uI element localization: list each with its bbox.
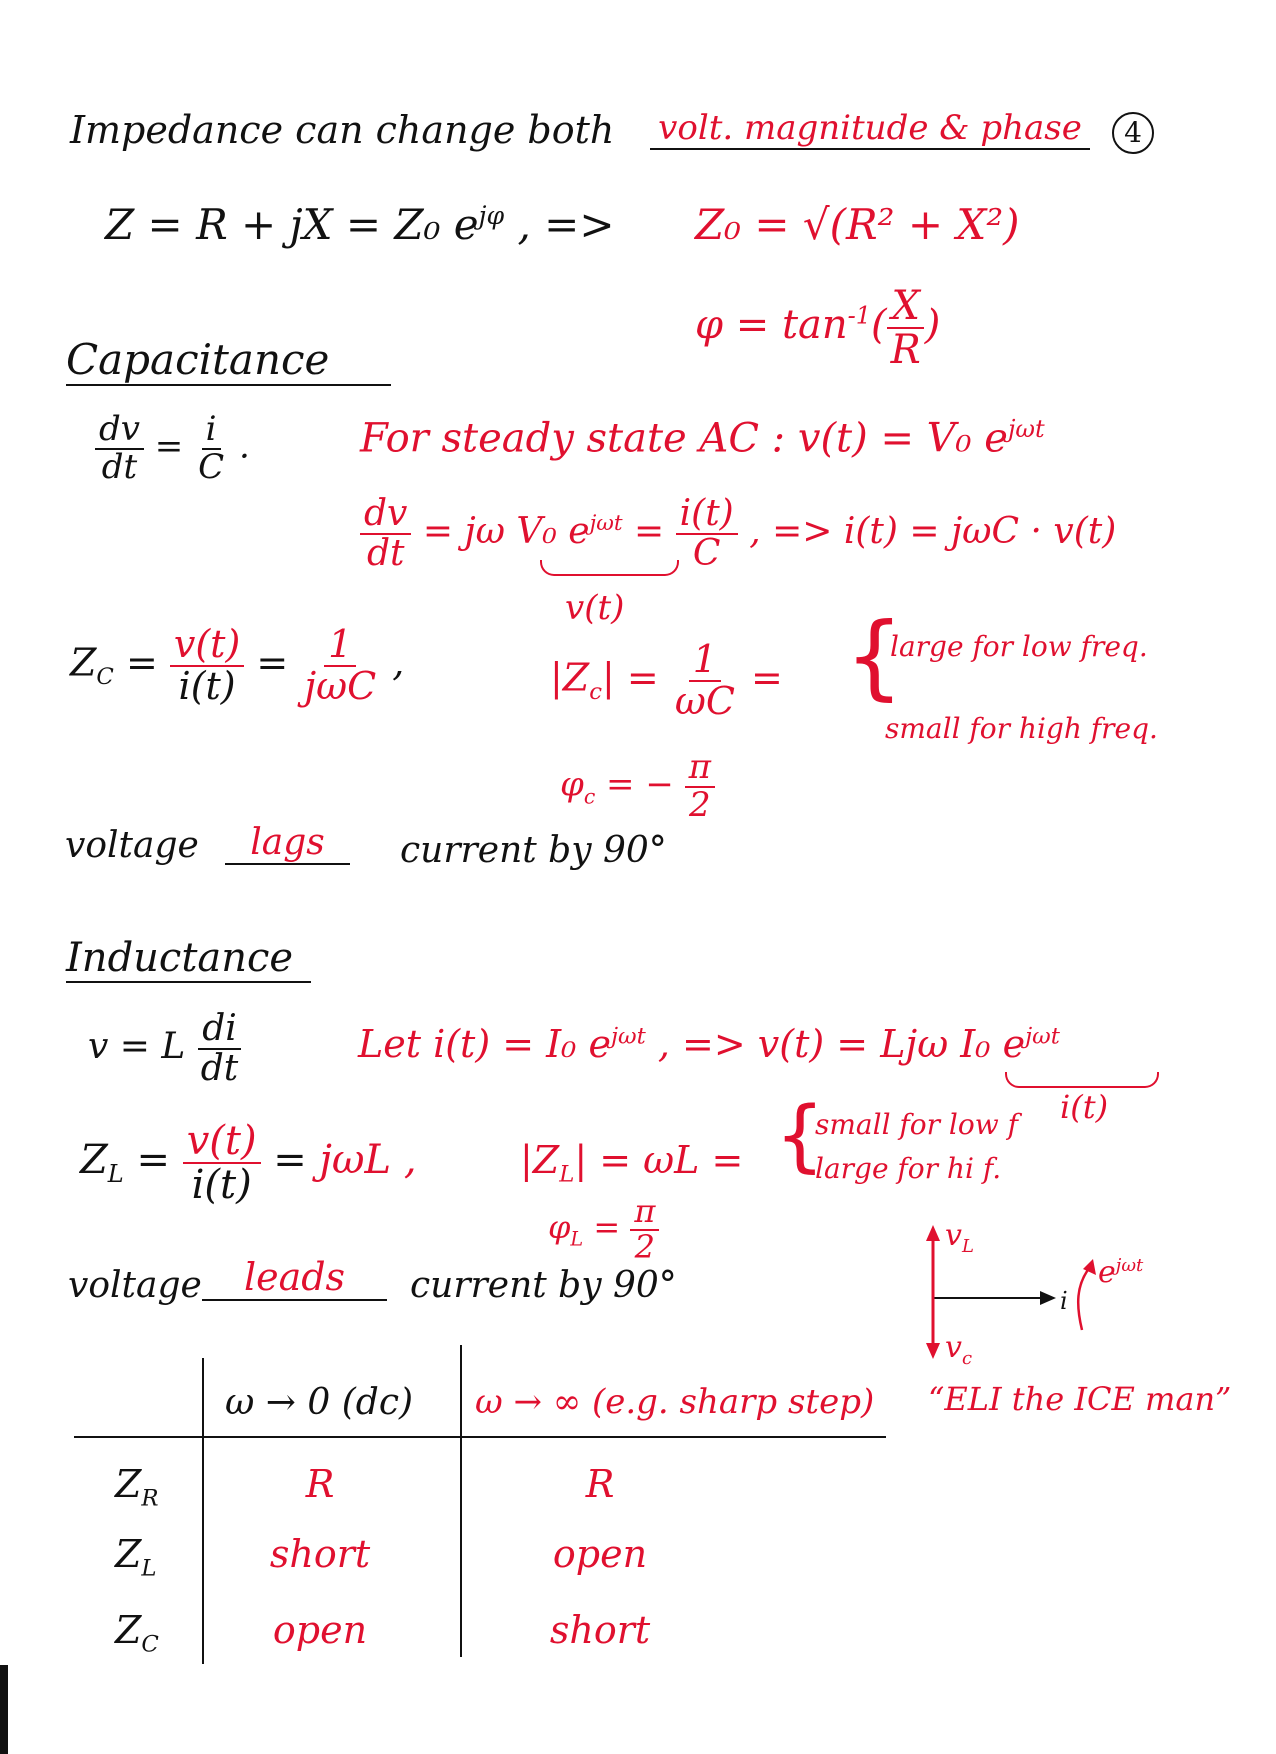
rotation-arc (1078, 1267, 1090, 1330)
zc-eq: = (125, 640, 158, 685)
cap-d-exp: jωt (589, 510, 623, 536)
zc-sub: C (96, 663, 114, 690)
zc-mag-den: ωC (674, 678, 735, 723)
table-row-sub: L (141, 1555, 157, 1582)
ind-let-arrow: , => v(t) = Ljω I₀ e (657, 1022, 1026, 1066)
impedance-lhs: Z = R + jX = Z₀ e (105, 200, 479, 249)
zc-eq2: = (256, 640, 289, 685)
vc-sub: c (961, 1348, 973, 1369)
cap-brace-bottom: small for high freq. (885, 712, 1158, 745)
zl-mag-sub: L (559, 1161, 575, 1188)
page-number-badge (1112, 112, 1154, 154)
phase-paren-close: ) (924, 302, 941, 348)
zc-mag-eq: = (750, 655, 783, 700)
cap-phase-sub: c (583, 784, 596, 809)
cap-d-comma: , (749, 510, 761, 552)
phasor-rotation (1098, 1255, 1143, 1290)
phase-den: R (890, 327, 921, 373)
table-row-label (115, 1462, 159, 1512)
table-row-z: Z (115, 1608, 142, 1652)
table-left-rule (202, 1358, 204, 1664)
phasor-diagram (900, 1225, 1100, 1365)
cap-eq1-rden: C (198, 446, 225, 487)
table-row-sub: C (141, 1631, 159, 1658)
cap-eq1-num: dv (95, 412, 144, 450)
zc-num: v(t) (170, 625, 244, 667)
zl-sub: L (107, 1160, 124, 1188)
zl-eq2: = (273, 1137, 307, 1183)
zl-lhs: Z (80, 1137, 108, 1183)
inductance-title: Inductance (66, 935, 311, 983)
cap-d-mid: = jω V₀ e (422, 510, 590, 552)
ind-phase-lhs: φ (548, 1208, 571, 1247)
zl-eq: = (136, 1137, 170, 1183)
cap-phase-num: π (685, 750, 715, 788)
cap-d-den: dt (366, 532, 405, 574)
zl-num: v(t) (183, 1120, 261, 1164)
ind-let-line (358, 1022, 1060, 1066)
table-row-z: Z (115, 1532, 142, 1576)
steady-exp: jωt (1007, 415, 1045, 443)
impedance-exponent: jφ (478, 201, 505, 230)
ind-let-text: Let i(t) = I₀ e (358, 1022, 611, 1066)
table-col-dc-label: ω → 0 (dc) (225, 1382, 414, 1423)
zl-mag: |Z (520, 1138, 560, 1182)
impedance-phase (695, 285, 940, 371)
steady-eq: v(t) = V₀ e (797, 415, 1008, 462)
table-col-inf: ω → ∞ (e.g. sharp step) (475, 1382, 875, 1422)
vc-arrowhead-icon (926, 1343, 940, 1359)
cap-phase-den: 2 (689, 784, 711, 825)
table-row-sub: R (141, 1485, 159, 1512)
table-cell-inf: short (549, 1608, 651, 1652)
cap-phase (560, 747, 715, 825)
cap-underbrace-label: v(t) (565, 588, 625, 628)
capacitance-title: Capacitance (66, 335, 391, 386)
margin-mark (0, 1665, 8, 1754)
zc-mag-bar: | = (602, 655, 659, 700)
zl-definition (80, 1120, 417, 1206)
table-cell-inf: R (585, 1462, 615, 1506)
phase-tan: φ = tan (695, 302, 848, 348)
phase-paren-open: ( (871, 302, 887, 348)
phase-inverse: -1 (847, 301, 872, 330)
cap-phase-eq: = − (606, 764, 674, 805)
table-row-z: Z (115, 1462, 142, 1506)
cap-derivative-line (360, 495, 1116, 573)
ind-underbrace (1005, 1072, 1159, 1088)
cap-d-num: dv (360, 495, 411, 535)
cap-lag-prefix: voltage (65, 825, 199, 866)
capacitance-eq1 (95, 409, 250, 487)
table-cell-dc: open (272, 1608, 368, 1652)
ind-brace-bottom: large for hi f. (815, 1152, 1002, 1185)
cap-d-rnum: i(t) (676, 495, 738, 535)
zc-rnum: 1 (324, 625, 356, 667)
vc-label: v (945, 1330, 962, 1365)
impedance-arrow: , => (517, 200, 615, 249)
zc-mag-lhs: |Z (550, 655, 590, 700)
zc-magnitude (550, 637, 783, 723)
current-arrowhead-icon (1040, 1291, 1056, 1305)
cap-d-rden: C (692, 532, 721, 574)
cap-eq1-eq: = (154, 426, 184, 467)
table-middle-rule (460, 1345, 462, 1657)
ind-phase-num: π (630, 1195, 659, 1231)
table-header-rule (74, 1436, 886, 1438)
cap-eq1-den: dt (101, 446, 138, 487)
zc-definition (70, 622, 405, 708)
eli-ice-mnemonic: “ELI the ICE man” (928, 1380, 1232, 1418)
cap-d-eq2: = (634, 510, 665, 552)
ind-brace: { (775, 1091, 825, 1181)
heading-text: Impedance can change both (70, 108, 615, 152)
ind-let-exp: jωt (610, 1023, 646, 1050)
vl-arrowhead-icon (926, 1225, 940, 1241)
page-number: 4 (1112, 112, 1154, 154)
vl-sub: L (961, 1236, 974, 1257)
zl-val: jωL , (319, 1137, 417, 1183)
ind-brace-top: small for low f (815, 1108, 1018, 1141)
zl-den: i(t) (191, 1162, 252, 1208)
ind-lead-suffix: current by 90° (410, 1265, 677, 1306)
ind-lead-word: leads (202, 1255, 387, 1301)
cap-d-result: => i(t) = jωC · v(t) (772, 510, 1117, 552)
steady-state-line (360, 415, 1045, 461)
zc-den: i(t) (178, 663, 236, 708)
rot-exp: jωt (1115, 1255, 1144, 1276)
cap-lag-suffix: current by 90° (400, 830, 667, 871)
zc-comma: , (392, 640, 405, 685)
zc-mag-num: 1 (689, 640, 721, 682)
phasor-vc-label (945, 1330, 972, 1369)
cap-lag-word: lags (225, 822, 350, 865)
cap-eq1-rnum: i (202, 412, 221, 450)
ind-let-exp2: jωt (1025, 1023, 1060, 1050)
rot-label: e (1098, 1255, 1116, 1290)
phasor-vl-label (945, 1218, 974, 1257)
ind-eq1-num: di (198, 1010, 241, 1050)
ind-phase-sub: L (570, 1227, 584, 1251)
cap-eq1-end: . (238, 426, 250, 467)
zl-magnitude (520, 1138, 743, 1188)
ind-eq1 (88, 1010, 242, 1088)
phasor-i-label: i (1060, 1287, 1068, 1315)
cap-brace: { (845, 603, 904, 710)
zc-rden: jωC (304, 663, 377, 708)
cap-underbrace (540, 560, 679, 576)
heading-answer: volt. magnitude & phase (650, 108, 1090, 150)
ind-eq1-den: dt (200, 1047, 239, 1089)
cap-brace-top: large for low freq. (890, 630, 1148, 663)
table-cell-dc: R (305, 1462, 335, 1506)
impedance-magnitude: Z₀ = √(R² + X²) (695, 200, 1020, 249)
phase-fraction (887, 285, 925, 371)
ind-underbrace-label: i(t) (1060, 1088, 1109, 1126)
ind-eq1-lhs: v = L (88, 1025, 186, 1067)
ind-phase-eq: = (593, 1208, 621, 1247)
table-col-dc (225, 1382, 413, 1423)
ind-phase (548, 1192, 659, 1266)
steady-text: For steady state AC : (360, 415, 786, 462)
phase-num: X (887, 285, 923, 329)
table-cell-dc: short (269, 1532, 371, 1576)
zc-lhs: Z (70, 640, 97, 685)
vl-label: v (945, 1218, 962, 1253)
zc-mag-sub: c (589, 678, 602, 705)
table-row-label (115, 1532, 157, 1582)
impedance-definition (105, 200, 615, 249)
ind-lead-prefix: voltage (68, 1265, 202, 1306)
zl-mag-rest: | = ωL = (574, 1138, 744, 1182)
table-cell-inf: open (552, 1532, 648, 1576)
table-row-label (115, 1608, 159, 1658)
ind-phase-den: 2 (634, 1227, 655, 1266)
cap-phase-lhs: φ (560, 764, 584, 805)
